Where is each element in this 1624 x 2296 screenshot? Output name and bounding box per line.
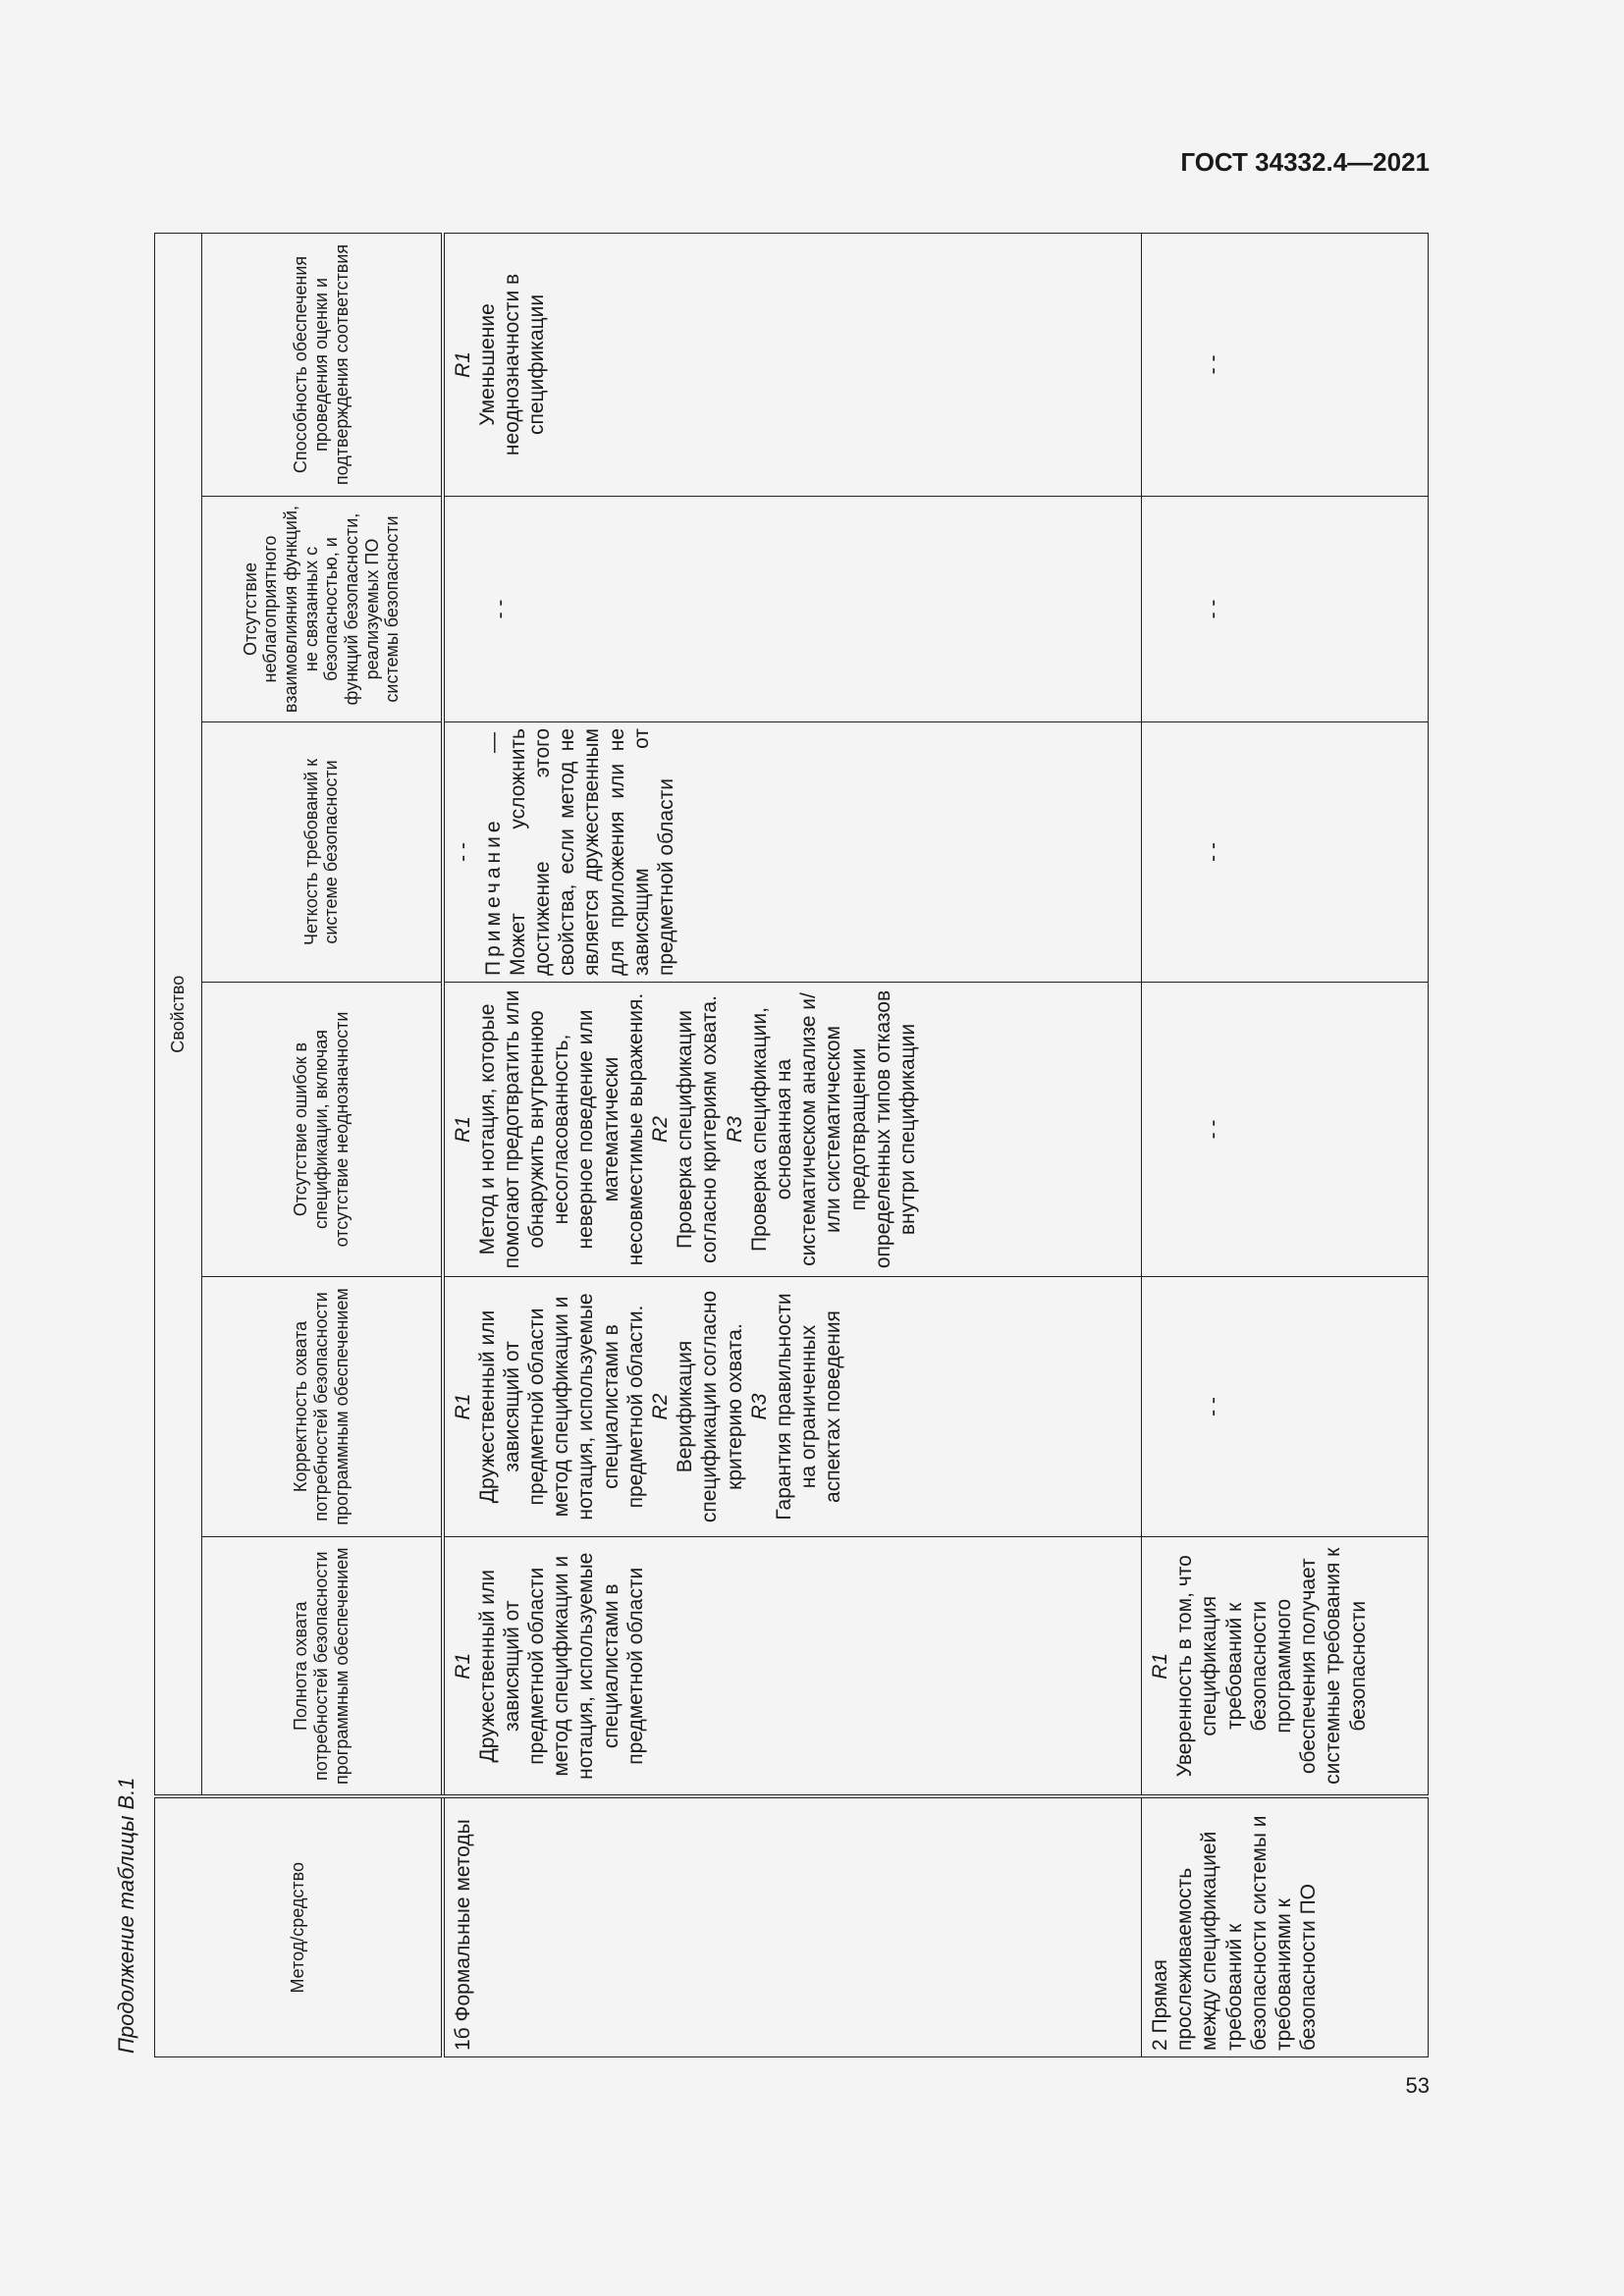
ref-label: R2 (649, 1393, 672, 1420)
note-text: Может усложнить достижение этого свойства, если метод не является дружественным для приложения или не зависящим от предметной области (506, 728, 677, 976)
table-row (1142, 233, 1429, 2056)
page-number: 53 (1405, 2073, 1430, 2098)
header-sub-6: Способность обеспечения проведения оценки и подтверждения соответствия (202, 233, 443, 496)
method-text: 1б Формальные методы (451, 1819, 474, 2051)
header-row-2 (202, 233, 443, 2056)
ref-label: R2 (649, 1116, 672, 1143)
ref-label: R1 (1149, 1652, 1171, 1680)
cell (1142, 1537, 1429, 1797)
note-block (481, 728, 679, 976)
ref-label: R3 (747, 1393, 771, 1420)
cell-text: Уменьшение неоднозначности в спецификации (475, 273, 549, 456)
ref-label: R1 (451, 1116, 474, 1143)
cell-text: Метод и нотация, которые помогают предотвратить или обнаружить внутреннюю несогласованность, неверное поведение или математически несовместимые выражения. (475, 989, 647, 1269)
cell (1142, 1277, 1429, 1537)
dash-mark: - - (1202, 1119, 1224, 1140)
dash-mark: - - (1202, 1397, 1224, 1416)
cell (443, 983, 1142, 1277)
dash-mark: - - (1202, 599, 1224, 619)
dash-mark: - - (488, 599, 512, 619)
cell (1142, 722, 1429, 983)
cell (443, 233, 1142, 496)
header-method: Метод/средство (155, 1797, 443, 2057)
ref-label: R3 (723, 1116, 746, 1143)
dash-mark: - - (1202, 842, 1224, 862)
header-sub-2: Корректность охвата потребностей безопасности программным обеспечением (202, 1277, 443, 1537)
cell (443, 1277, 1142, 1537)
method-cell (1142, 1797, 1429, 2057)
cell (443, 1537, 1142, 1797)
rotated-table-wrapper (154, 234, 1428, 2057)
ref-label: R1 (451, 351, 474, 378)
properties-table (154, 233, 1429, 2057)
method-cell (443, 1797, 1142, 2057)
cell (1142, 497, 1429, 722)
document-code: ГОСТ 34332.4—2021 (1180, 147, 1430, 177)
ref-label: R1 (451, 1652, 474, 1680)
dash-mark: - - (1202, 354, 1224, 375)
table-continuation-caption: Продолжение таблицы В.1 (114, 1777, 138, 2054)
method-text: 2 Прямая прослеживаемость между спецификацией требований к безопасности системы и требованиями к безопасности ПО (1149, 1815, 1321, 2051)
header-sub-5: Отсутствие неблагоприятного взаимовлияния функций, не связанных с безопасностью, и функций безопасности, реализуемых ПО системы безопасности (202, 497, 443, 722)
cell-text: Дружественный или зависящий от предметной области метод спецификации и нотация, используемые специалистами в предметной области (475, 1552, 647, 1780)
cell-text: Дружественный или зависящий от предметной области метод спецификации и нотация, используемые специалистами в предметной области. (475, 1293, 647, 1521)
header-sub-4: Четкость требований к системе безопасности (202, 722, 443, 983)
cell (443, 497, 1142, 722)
cell-text: Проверка спецификации, основанная на систематическом анализе и/или систематическом предотвращении определенных типов отказов внутри спецификации (747, 989, 919, 1269)
cell-text: Гарантия правильности на ограниченных аспектах поведения (772, 1293, 845, 1521)
dash-mark: - - (451, 842, 474, 862)
table-row (443, 233, 1142, 2056)
header-row-1 (155, 233, 202, 2056)
cell-text: Верификация спецификации согласно критерию охвата. (674, 1290, 746, 1523)
note-label: Примечание — (481, 728, 505, 976)
cell-text: Проверка спецификации согласно критериям охвата. (674, 995, 722, 1263)
cell (443, 722, 1142, 983)
header-property: Свойство (155, 233, 202, 1796)
header-sub-3: Отсутствие ошибок в спецификации, включая отсутствие неоднозначности (202, 983, 443, 1277)
cell (1142, 233, 1429, 496)
cell (1142, 983, 1429, 1277)
header-sub-1: Полнота охвата потребностей безопасности программным обеспечением (202, 1537, 443, 1797)
cell-text: Уверенность в том, что спецификация требований к безопасности программного обеспечения получает системные требования к безопасности (1173, 1547, 1370, 1785)
ref-label: R1 (451, 1393, 474, 1420)
